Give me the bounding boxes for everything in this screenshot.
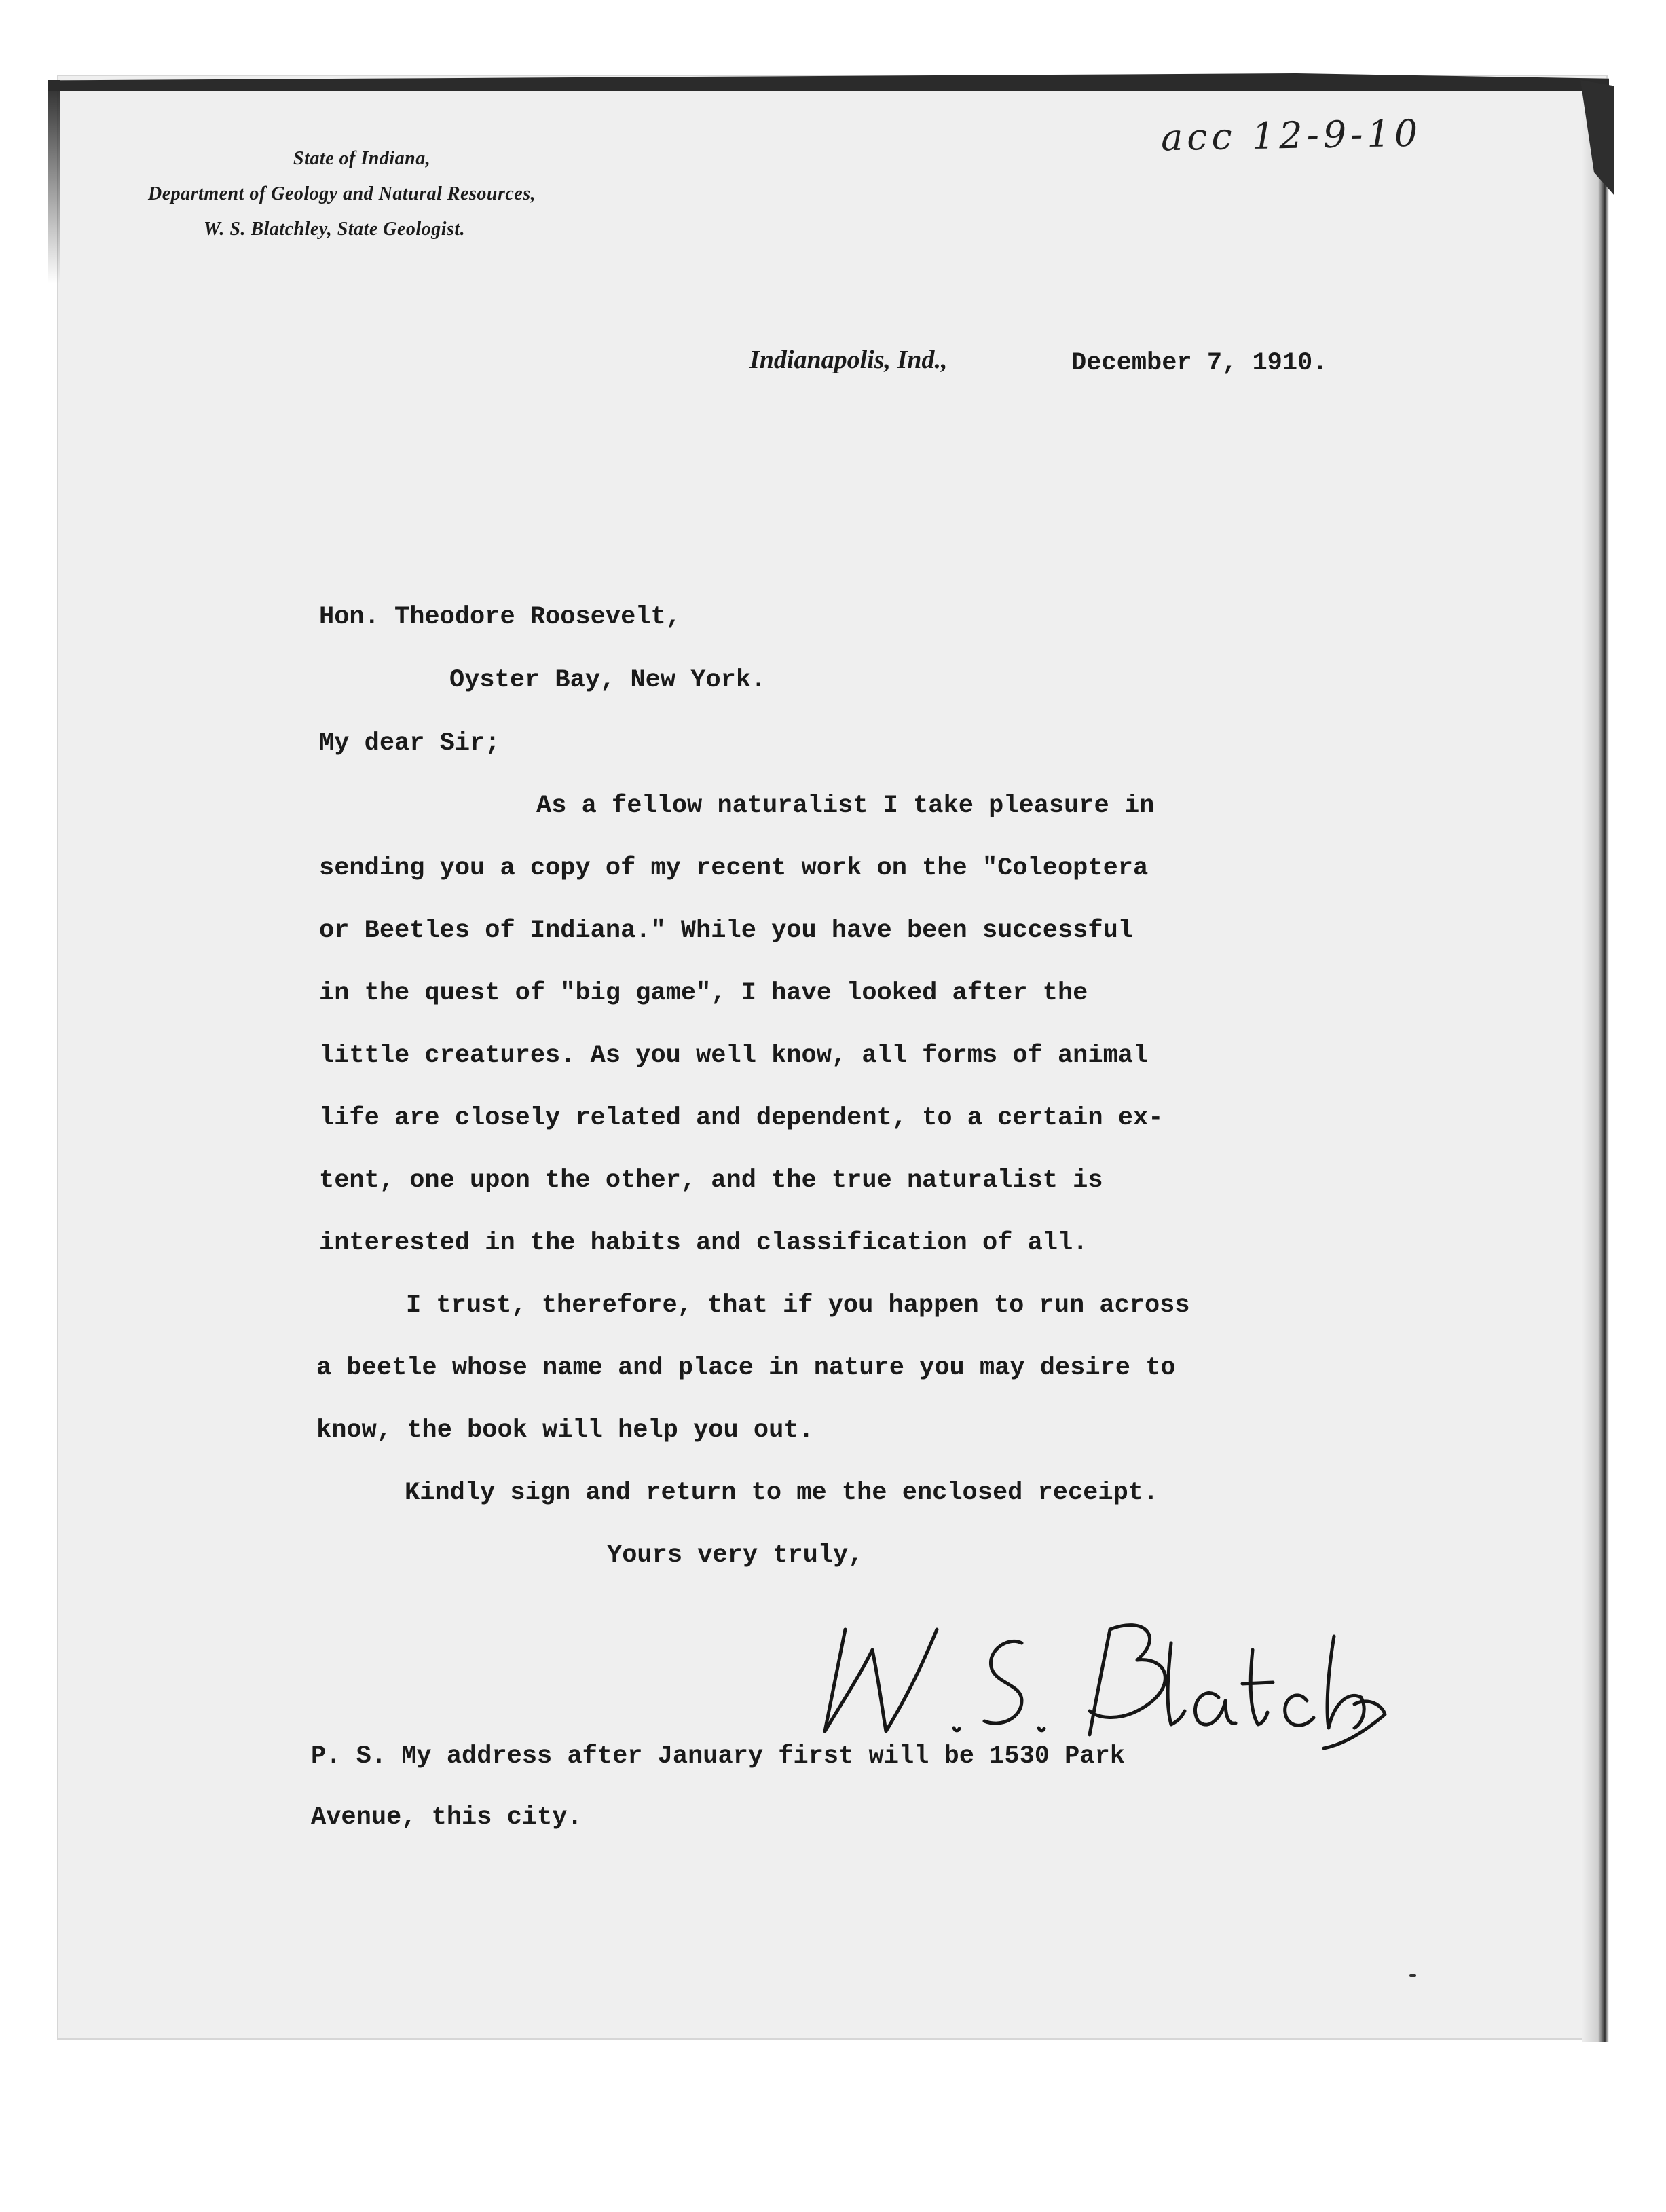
body-line: I trust, therefore, that if you happen to run across xyxy=(406,1291,1190,1320)
recipient-name: Hon. Theodore Roosevelt, xyxy=(319,603,681,631)
body-line: little creatures. As you well know, all forms of animal xyxy=(319,1042,1149,1070)
postscript-line: Avenue, this city. xyxy=(311,1803,582,1832)
body-line: in the quest of "big game", I have looked after the xyxy=(319,979,1088,1008)
body-line: life are closely related and dependent, to a certain ex- xyxy=(319,1104,1164,1132)
signature xyxy=(818,1602,1402,1752)
handwritten-received-note: acc 12-9-10 xyxy=(1160,111,1422,160)
body-line: a beetle whose name and place in nature you may desire to xyxy=(316,1354,1176,1382)
body-line: tent, one upon the other, and the true naturalist is xyxy=(319,1166,1103,1195)
letter-date: December 7, 1910. xyxy=(1071,349,1328,377)
postscript-line: P. S. My address after January first will be 1530 Park xyxy=(311,1742,1125,1771)
body-line: or Beetles of Indiana." While you have been successful xyxy=(319,917,1133,945)
salutation: My dear Sir; xyxy=(319,729,500,758)
scan-speck xyxy=(1409,1974,1416,1977)
closing: Yours very truly, xyxy=(607,1541,864,1570)
body-line: interested in the habits and classification of all. xyxy=(319,1229,1088,1257)
letterhead-department: Department of Geology and Natural Resources, xyxy=(148,183,536,204)
body-line: sending you a copy of my recent work on the "Coleoptera xyxy=(319,854,1149,883)
letterhead-state: State of Indiana, xyxy=(293,148,431,169)
recipient-address: Oyster Bay, New York. xyxy=(449,666,766,695)
letter-place: Indianapolis, Ind., xyxy=(749,346,948,374)
letterhead-geologist: W. S. Blatchley, State Geologist. xyxy=(204,219,466,240)
body-line: know, the book will help you out. xyxy=(316,1416,814,1445)
body-line: As a fellow naturalist I take pleasure in xyxy=(536,792,1155,820)
sheet-right-edge-shadow xyxy=(1582,87,1609,2042)
sheet-left-edge-shadow xyxy=(48,80,60,284)
body-line: Kindly sign and return to me the enclosed receipt. xyxy=(405,1479,1159,1507)
